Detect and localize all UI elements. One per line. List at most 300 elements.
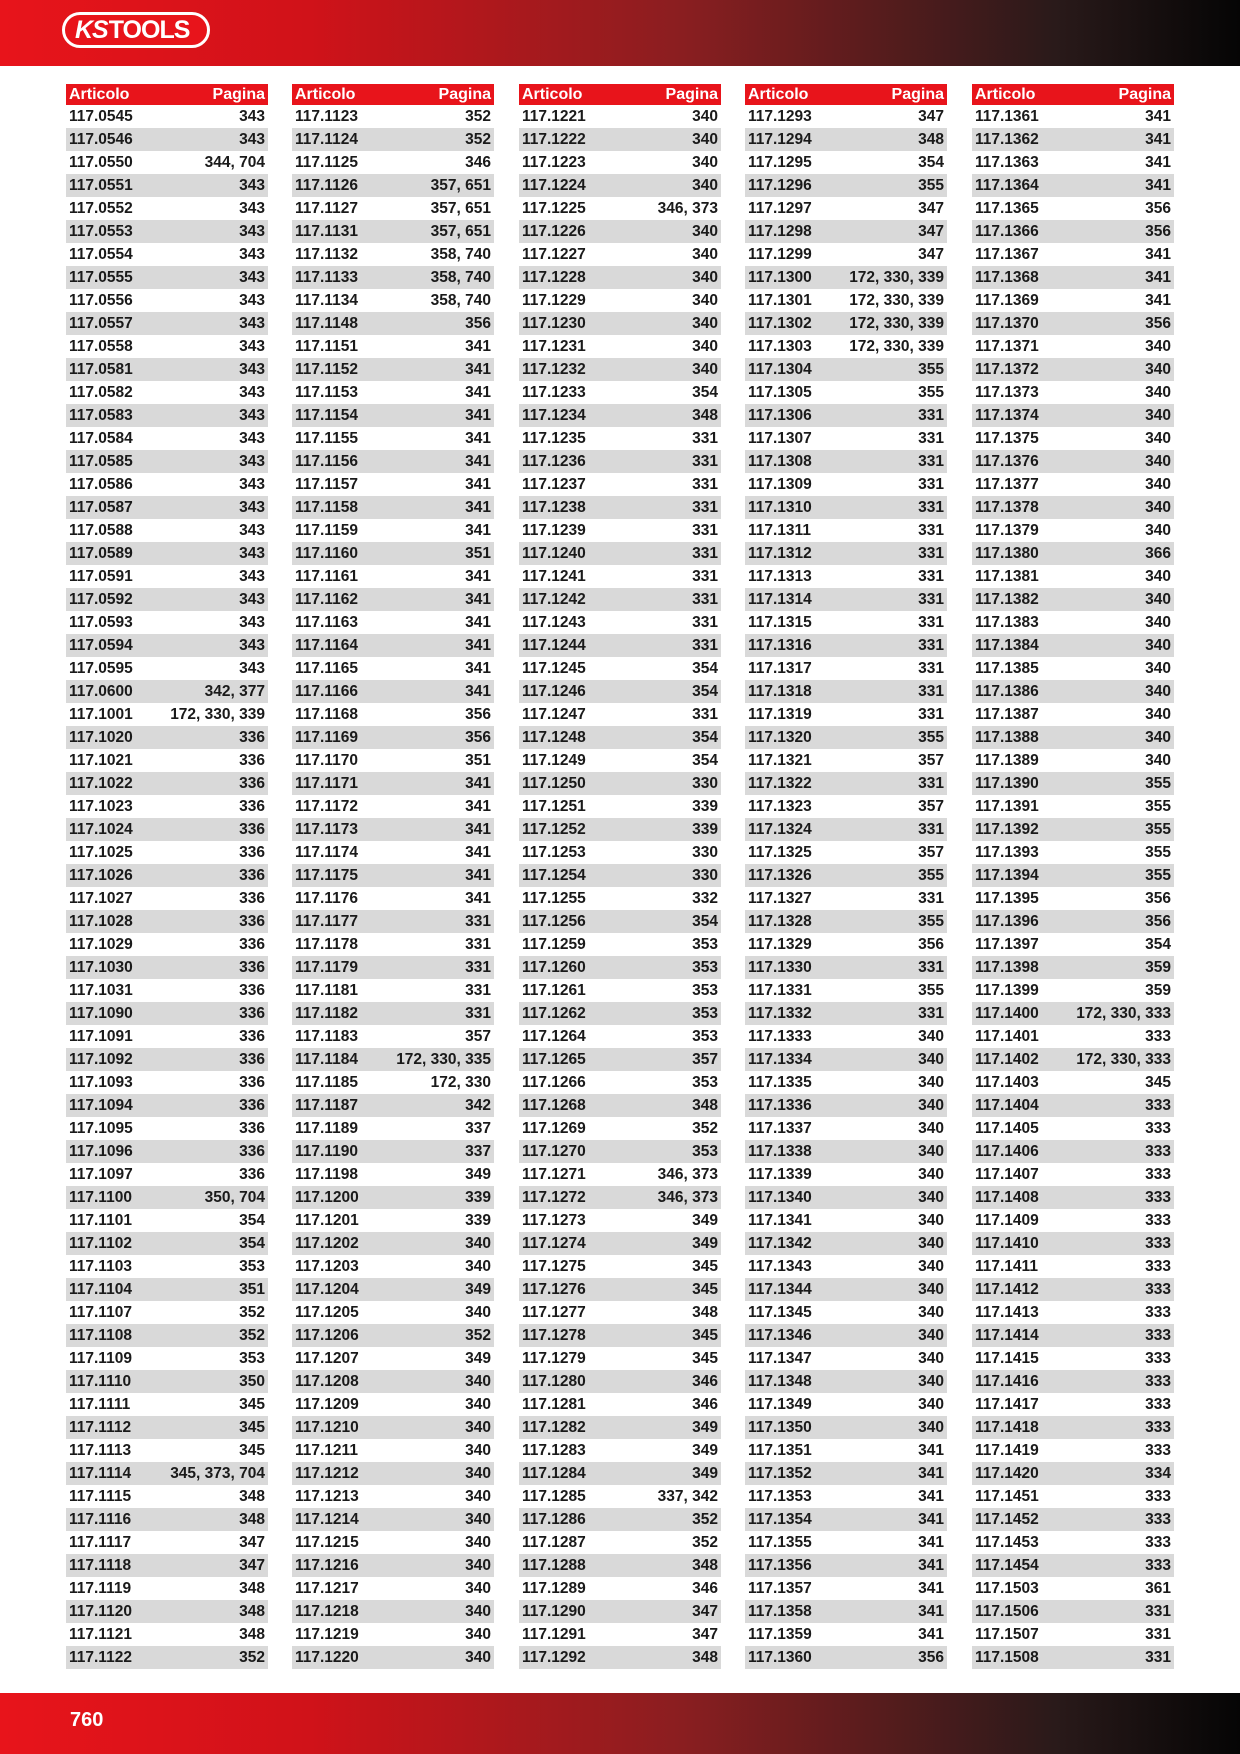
article-number: 117.1357	[748, 1579, 812, 1597]
page-reference: 340	[918, 1303, 944, 1321]
table-row	[745, 887, 947, 910]
page-reference: 333	[1145, 1234, 1171, 1252]
table-row	[972, 1278, 1174, 1301]
page-reference: 354	[239, 1211, 265, 1229]
table-row	[66, 818, 268, 841]
article-number: 117.1404	[975, 1096, 1039, 1114]
article-number: 117.1367	[975, 245, 1039, 263]
article-number: 117.1362	[975, 130, 1039, 148]
article-number: 117.1341	[748, 1211, 812, 1229]
page-reference: 331	[918, 958, 944, 976]
page-reference: 357, 651	[430, 176, 491, 194]
table-row	[745, 1255, 947, 1278]
article-number: 117.1293	[748, 107, 812, 125]
table-row	[66, 772, 268, 795]
table-row	[972, 1140, 1174, 1163]
table-row	[745, 381, 947, 404]
table-row	[972, 542, 1174, 565]
table-row	[972, 818, 1174, 841]
page-reference: 340	[465, 1395, 491, 1413]
page-reference: 357, 651	[430, 222, 491, 240]
article-number: 117.1315	[748, 613, 812, 631]
article-number: 117.1265	[522, 1050, 586, 1068]
table-row	[292, 266, 494, 289]
article-number: 117.0550	[69, 153, 133, 171]
article-number: 117.1273	[522, 1211, 586, 1229]
article-number: 117.1238	[522, 498, 586, 516]
page-reference: 356	[1145, 912, 1171, 930]
page-reference: 336	[239, 1004, 265, 1022]
article-number: 117.1112	[69, 1418, 132, 1436]
page-reference: 348	[692, 1096, 718, 1114]
table-row	[292, 427, 494, 450]
table-row	[292, 519, 494, 542]
page-reference: 340	[465, 1257, 491, 1275]
page-reference: 331	[918, 590, 944, 608]
page-reference: 342, 377	[204, 682, 265, 700]
article-number: 117.1178	[295, 935, 358, 953]
table-row	[972, 1048, 1174, 1071]
article-number: 117.1454	[975, 1556, 1039, 1574]
article-number: 117.1031	[69, 981, 133, 999]
page-reference: 331	[918, 682, 944, 700]
article-number: 117.0556	[69, 291, 133, 309]
article-number: 117.1364	[975, 176, 1039, 194]
page-reference: 331	[692, 590, 718, 608]
page-reference: 172, 330, 339	[849, 314, 944, 332]
article-number: 117.1247	[522, 705, 586, 723]
table-row	[519, 473, 721, 496]
article-number: 117.1283	[522, 1441, 586, 1459]
table-row	[972, 1163, 1174, 1186]
table-row	[292, 749, 494, 772]
table-row	[66, 289, 268, 312]
article-number: 117.1100	[69, 1188, 132, 1206]
page-reference: 342	[465, 1096, 491, 1114]
article-number: 117.1453	[975, 1533, 1039, 1551]
article-number: 117.1217	[295, 1579, 359, 1597]
table-row	[519, 1577, 721, 1600]
table-row	[972, 105, 1174, 128]
article-number: 117.1407	[975, 1165, 1039, 1183]
table-row	[66, 657, 268, 680]
article-number: 117.1090	[69, 1004, 133, 1022]
article-number: 117.1131	[295, 222, 358, 240]
table-row	[745, 795, 947, 818]
page-reference: 343	[239, 406, 265, 424]
table-row	[66, 795, 268, 818]
page-reference: 343	[239, 222, 265, 240]
page-reference: 343	[239, 176, 265, 194]
page-reference: 333	[1145, 1510, 1171, 1528]
table-row	[66, 1370, 268, 1393]
page-reference: 355	[918, 912, 944, 930]
article-number: 117.1189	[295, 1119, 358, 1137]
page-reference: 353	[239, 1257, 265, 1275]
page-reference: 341	[465, 889, 491, 907]
article-number: 117.1025	[69, 843, 133, 861]
table-row	[972, 427, 1174, 450]
article-number: 117.1378	[975, 498, 1039, 516]
page-reference: 341	[465, 866, 491, 884]
page-reference: 333	[1145, 1211, 1171, 1229]
page-reference: 357	[692, 1050, 718, 1068]
page-reference: 354	[692, 912, 718, 930]
table-row	[66, 473, 268, 496]
page-reference: 354	[692, 383, 718, 401]
page-reference: 344, 704	[204, 153, 265, 171]
table-row	[745, 266, 947, 289]
article-number: 117.0545	[69, 107, 133, 125]
table-row	[745, 933, 947, 956]
table-row	[519, 1439, 721, 1462]
page-reference: 340	[918, 1326, 944, 1344]
table-row	[972, 404, 1174, 427]
table-row	[292, 726, 494, 749]
page-reference: 345	[692, 1257, 718, 1275]
table-row	[66, 266, 268, 289]
article-number: 117.1311	[748, 521, 811, 539]
article-number: 117.1243	[522, 613, 586, 631]
table-row	[66, 703, 268, 726]
article-number: 117.1110	[69, 1372, 132, 1390]
article-number: 117.1161	[295, 567, 358, 585]
article-number: 117.1358	[748, 1602, 812, 1620]
page-reference: 336	[239, 866, 265, 884]
table-row	[745, 243, 947, 266]
page-reference: 340	[918, 1257, 944, 1275]
articolo-header: Articolo	[69, 85, 130, 103]
page-reference: 340	[918, 1188, 944, 1206]
table-row	[972, 933, 1174, 956]
article-number: 117.1328	[748, 912, 812, 930]
page-reference: 341	[918, 1533, 944, 1551]
page-reference: 343	[239, 544, 265, 562]
article-number: 117.1360	[748, 1648, 812, 1666]
articolo-header: Articolo	[975, 85, 1036, 103]
page-reference: 336	[239, 1142, 265, 1160]
table-row	[972, 1071, 1174, 1094]
table-row	[292, 243, 494, 266]
page-reference: 345	[1145, 1073, 1171, 1091]
page-reference: 331	[1145, 1625, 1171, 1643]
table-row	[972, 680, 1174, 703]
page-reference: 343	[239, 498, 265, 516]
article-number: 117.0581	[69, 360, 133, 378]
article-number: 117.1159	[295, 521, 358, 539]
article-number: 117.0554	[69, 245, 133, 263]
table-row	[972, 128, 1174, 151]
page-reference: 331	[465, 912, 491, 930]
page-reference: 340	[465, 1556, 491, 1574]
page-reference: 333	[1145, 1556, 1171, 1574]
table-row	[519, 1117, 721, 1140]
page-reference: 340	[1145, 636, 1171, 654]
article-number: 117.1400	[975, 1004, 1039, 1022]
article-number: 117.1287	[522, 1533, 586, 1551]
article-number: 117.1312	[748, 544, 812, 562]
table-row	[745, 1508, 947, 1531]
article-number: 117.1029	[69, 935, 133, 953]
page-reference: 340	[465, 1533, 491, 1551]
page-reference: 353	[692, 981, 718, 999]
article-number: 117.1224	[522, 176, 586, 194]
articolo-header: Articolo	[295, 85, 356, 103]
table-row	[745, 289, 947, 312]
article-number: 117.0592	[69, 590, 133, 608]
article-number: 117.0587	[69, 498, 133, 516]
page-reference: 331	[692, 636, 718, 654]
article-number: 117.1109	[69, 1349, 132, 1367]
page-reference: 336	[239, 843, 265, 861]
table-row	[519, 818, 721, 841]
page-reference: 341	[918, 1579, 944, 1597]
table-row	[519, 1071, 721, 1094]
article-number: 117.1094	[69, 1096, 133, 1114]
article-number: 117.1125	[295, 153, 358, 171]
table-row	[66, 542, 268, 565]
article-number: 117.1451	[975, 1487, 1039, 1505]
page-reference: 355	[1145, 843, 1171, 861]
table-row	[745, 335, 947, 358]
page-reference: 348	[239, 1579, 265, 1597]
page-reference: 336	[239, 958, 265, 976]
page-reference: 331	[918, 544, 944, 562]
page-reference: 359	[1145, 981, 1171, 999]
article-number: 117.1185	[295, 1073, 358, 1091]
article-number: 117.1103	[69, 1257, 132, 1275]
page-reference: 340	[918, 1234, 944, 1252]
page-reference: 343	[239, 590, 265, 608]
article-number: 117.1310	[748, 498, 812, 516]
article-number: 117.1200	[295, 1188, 359, 1206]
article-number: 117.1333	[748, 1027, 812, 1045]
page-reference: 356	[465, 705, 491, 723]
table-row	[745, 1370, 947, 1393]
page-reference: 340	[1145, 659, 1171, 677]
article-number: 117.1382	[975, 590, 1039, 608]
table-row	[745, 519, 947, 542]
table-row	[745, 1278, 947, 1301]
table-row	[292, 1462, 494, 1485]
table-row	[745, 1531, 947, 1554]
article-number: 117.1271	[522, 1165, 586, 1183]
article-number: 117.1297	[748, 199, 812, 217]
page-reference: 347	[918, 199, 944, 217]
table-row	[972, 1439, 1174, 1462]
page-reference: 352	[239, 1326, 265, 1344]
table-row	[66, 749, 268, 772]
table-row	[66, 1577, 268, 1600]
table-row	[745, 1094, 947, 1117]
article-number: 117.1210	[295, 1418, 359, 1436]
table-row	[745, 1393, 947, 1416]
page-reference: 331	[692, 705, 718, 723]
article-number: 117.1388	[975, 728, 1039, 746]
article-number: 117.1348	[748, 1372, 812, 1390]
table-row	[745, 1002, 947, 1025]
page-reference: 346, 373	[657, 1188, 718, 1206]
page-reference: 343	[239, 521, 265, 539]
article-number: 117.1176	[295, 889, 358, 907]
article-number: 117.1254	[522, 866, 586, 884]
page-reference: 337, 342	[657, 1487, 718, 1505]
article-number: 117.1154	[295, 406, 358, 424]
page-reference: 345	[692, 1349, 718, 1367]
table-row	[972, 1393, 1174, 1416]
table-row	[66, 1485, 268, 1508]
page-reference: 331	[692, 544, 718, 562]
table-row	[745, 726, 947, 749]
page-reference: 341	[1145, 176, 1171, 194]
table-row	[66, 1002, 268, 1025]
table-row	[972, 772, 1174, 795]
page-reference: 343	[239, 452, 265, 470]
page-reference: 353	[692, 935, 718, 953]
page-reference: 355	[1145, 797, 1171, 815]
page-reference: 340	[692, 291, 718, 309]
table-row	[745, 1577, 947, 1600]
table-row	[519, 680, 721, 703]
article-number: 117.1226	[522, 222, 586, 240]
page-reference: 336	[239, 797, 265, 815]
article-number: 117.1395	[975, 889, 1039, 907]
article-number: 117.1156	[295, 452, 358, 470]
page-reference: 337	[465, 1142, 491, 1160]
table-row	[66, 1531, 268, 1554]
article-number: 117.1369	[975, 291, 1039, 309]
table-row	[519, 243, 721, 266]
table-row	[519, 841, 721, 864]
table-row	[66, 1554, 268, 1577]
table-row	[292, 703, 494, 726]
page-reference: 341	[1145, 291, 1171, 309]
table-row	[745, 450, 947, 473]
page-reference: 331	[918, 406, 944, 424]
page-reference: 341	[918, 1464, 944, 1482]
article-number: 117.1363	[975, 153, 1039, 171]
page-reference: 353	[692, 1142, 718, 1160]
article-number: 117.1021	[69, 751, 133, 769]
page-reference: 353	[239, 1349, 265, 1367]
page-reference: 331	[465, 981, 491, 999]
page-reference: 354	[692, 659, 718, 677]
article-number: 117.1231	[522, 337, 586, 355]
table-row	[745, 565, 947, 588]
page-reference: 343	[239, 314, 265, 332]
article-number: 117.1355	[748, 1533, 812, 1551]
page-reference: 354	[239, 1234, 265, 1252]
page-reference: 331	[465, 935, 491, 953]
page-reference: 347	[239, 1556, 265, 1574]
article-number: 117.1268	[522, 1096, 586, 1114]
article-number: 117.1396	[975, 912, 1039, 930]
table-row	[66, 404, 268, 427]
article-number: 117.1184	[295, 1050, 358, 1068]
column-header	[745, 84, 947, 105]
article-number: 117.1101	[69, 1211, 132, 1229]
table-row	[519, 1301, 721, 1324]
article-number: 117.1354	[748, 1510, 812, 1528]
article-number: 117.1213	[295, 1487, 359, 1505]
article-number: 117.1239	[522, 521, 586, 539]
page-reference: 336	[239, 1096, 265, 1114]
page-reference: 341	[465, 383, 491, 401]
table-row	[292, 1577, 494, 1600]
page-reference: 341	[918, 1510, 944, 1528]
page-reference: 334	[1145, 1464, 1171, 1482]
table-row	[66, 1140, 268, 1163]
table-row	[519, 634, 721, 657]
page-reference: 340	[1145, 429, 1171, 447]
article-number: 117.1343	[748, 1257, 812, 1275]
article-number: 117.0583	[69, 406, 133, 424]
page-reference: 172, 330, 335	[396, 1050, 491, 1068]
page-reference: 354	[1145, 935, 1171, 953]
table-row	[745, 749, 947, 772]
article-number: 117.1393	[975, 843, 1039, 861]
article-number: 117.1225	[522, 199, 586, 217]
table-row	[972, 450, 1174, 473]
article-number: 117.1201	[295, 1211, 359, 1229]
page-reference: 343	[239, 360, 265, 378]
table-row	[292, 358, 494, 381]
article-number: 117.1091	[69, 1027, 133, 1045]
article-number: 117.1373	[975, 383, 1039, 401]
index-column	[292, 84, 494, 1669]
table-row	[292, 1347, 494, 1370]
page-reference: 352	[465, 107, 491, 125]
page-reference: 358, 740	[430, 291, 491, 309]
page-reference: 340	[1145, 728, 1171, 746]
article-number: 117.1319	[748, 705, 812, 723]
table-row	[292, 1485, 494, 1508]
article-number: 117.1398	[975, 958, 1039, 976]
page-reference: 340	[692, 337, 718, 355]
table-row	[972, 381, 1174, 404]
table-row	[745, 1600, 947, 1623]
article-number: 117.1221	[522, 107, 586, 125]
page-reference: 348	[239, 1487, 265, 1505]
article-number: 117.1177	[295, 912, 358, 930]
article-number: 117.1214	[295, 1510, 359, 1528]
page-reference: 349	[692, 1418, 718, 1436]
table-row	[66, 1462, 268, 1485]
page-reference: 333	[1145, 1188, 1171, 1206]
table-row	[972, 1025, 1174, 1048]
article-number: 117.1104	[69, 1280, 132, 1298]
page-reference: 336	[239, 889, 265, 907]
page-reference: 340	[1145, 452, 1171, 470]
page-reference: 331	[692, 521, 718, 539]
table-row	[66, 1186, 268, 1209]
table-row	[66, 197, 268, 220]
table-row	[66, 1094, 268, 1117]
articolo-header: Articolo	[748, 85, 809, 103]
article-number: 117.1028	[69, 912, 133, 930]
page-reference: 341	[465, 636, 491, 654]
pagina-header: Pagina	[891, 85, 944, 103]
article-number: 117.1345	[748, 1303, 812, 1321]
table-row	[292, 818, 494, 841]
table-row	[972, 1117, 1174, 1140]
page-reference: 340	[692, 176, 718, 194]
page-reference: 341	[465, 820, 491, 838]
logo-tools-text: TOOLS	[108, 15, 190, 44]
table-row	[745, 1071, 947, 1094]
table-row	[972, 335, 1174, 358]
article-number: 117.1418	[975, 1418, 1039, 1436]
